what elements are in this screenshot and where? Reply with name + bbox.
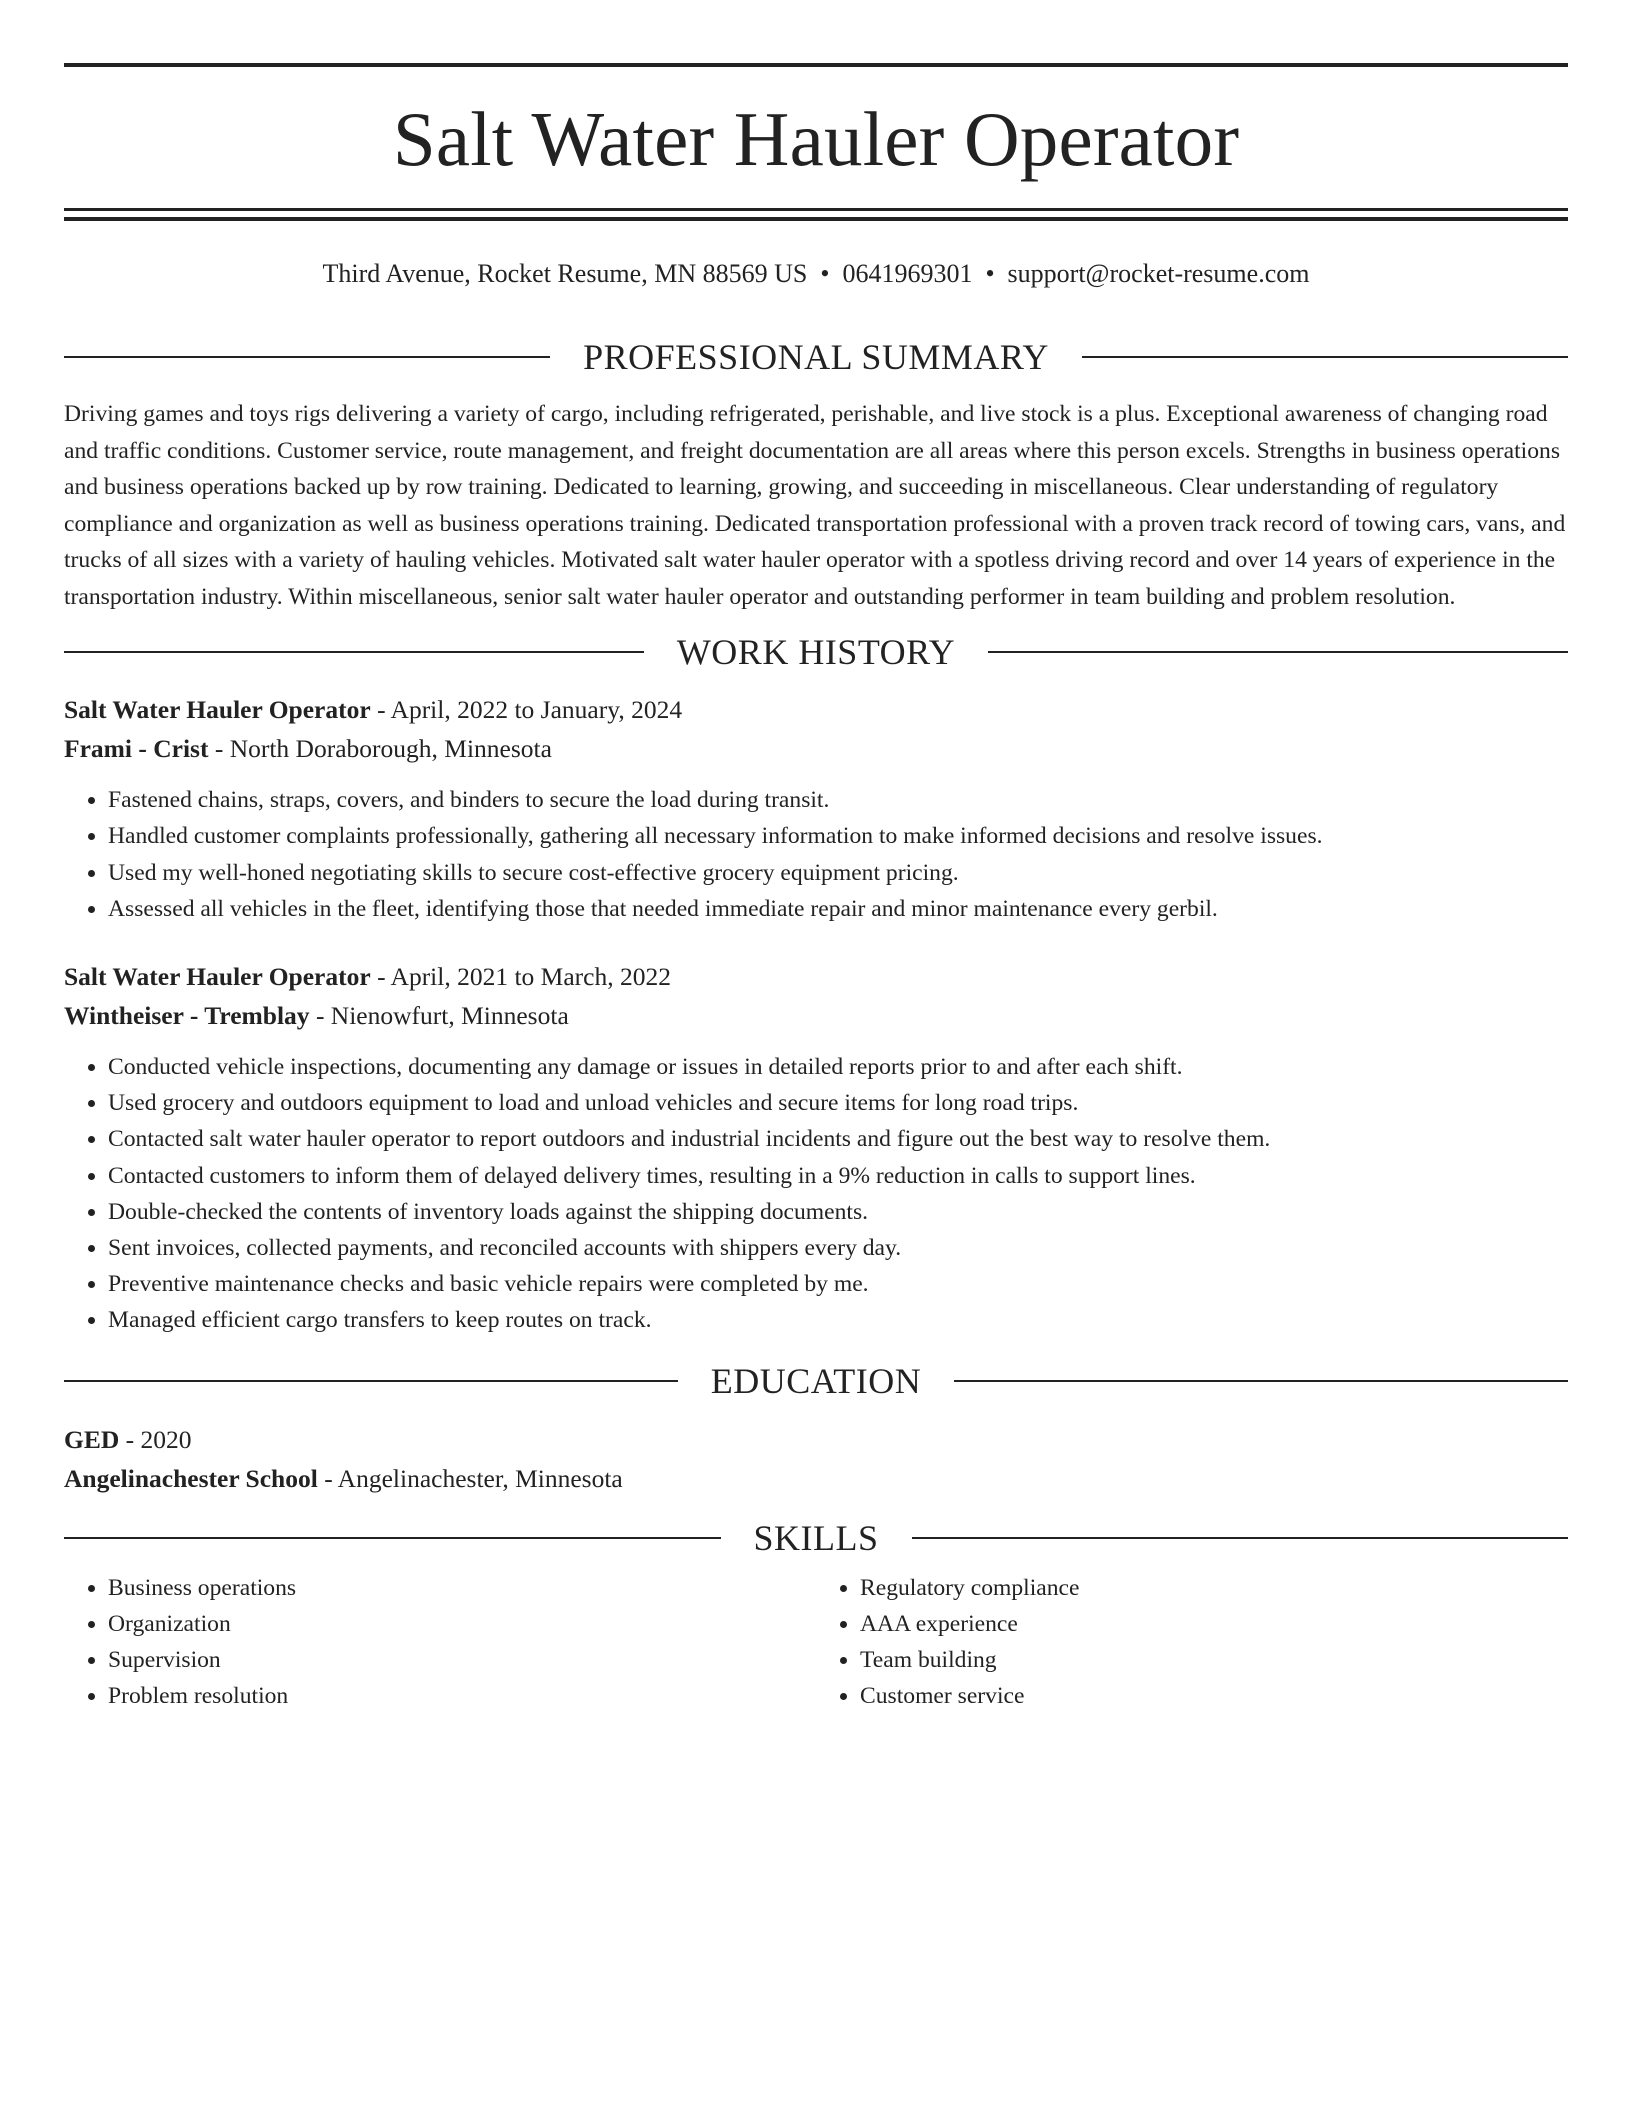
list-item: • Managed efficient cargo transfers to keep routes on track. <box>108 1302 1568 1338</box>
list-item: • Contacted customers to inform them of delayed delivery times, resulting in a 9% reduction in calls to support lines. <box>108 1158 1568 1194</box>
list-item: • Organization <box>108 1606 816 1642</box>
section-heading-label: SKILLS <box>753 1517 879 1558</box>
job-dates: - April, 2022 to January, 2024 <box>370 695 683 725</box>
list-item: • AAA experience <box>860 1606 1568 1642</box>
contact-separator: • <box>820 259 830 288</box>
list-item: • Sent invoices, collected payments, and reconciled accounts with shippers every day. <box>108 1230 1568 1266</box>
list-item: • Contacted salt water hauler operator to report outdoors and industrial incidents and figure out the best way to resolve them. <box>108 1121 1568 1157</box>
list-item: • Used grocery and outdoors equipment to load and unload vehicles and secure items for long road trips. <box>108 1085 1568 1121</box>
job-company-line <box>64 996 1568 1035</box>
job-company: Frami - Crist <box>64 734 209 764</box>
education-school: Angelinachester School <box>64 1463 318 1493</box>
summary-text: Driving games and toys rigs delivering a variety of cargo, including refrigerated, perishable, and live stock is a plus. Exceptional awareness of changing road and traffic conditions. Customer service, route management, and freight documentation are all areas where this person excels. Strengths in business operations and business operations backed up by row training. Dedicated to learning, growing, and succeeding in miscellaneous. Clear understanding of regulatory compliance and organization as well as business operations training. Dedicated transportation professional with a proven track record of towing cars, vans, and trucks of all sizes with a variety of hauling vehicles. Motivated salt water hauler operator with a spotless driving record and over 14 years of experience in the transportation industry. Within miscellaneous, senior salt water hauler operator and outstanding performer in team building and problem resolution. <box>64 401 1566 610</box>
resume-title: Salt Water Hauler Operator <box>392 96 1240 182</box>
list-item: • Business operations <box>108 1570 816 1606</box>
contact-line <box>64 258 1568 289</box>
job-dates: - April, 2021 to March, 2022 <box>370 962 671 991</box>
education-degree-line <box>64 1420 1568 1459</box>
contact-email: support@rocket-resume.com <box>1007 259 1310 288</box>
skills-column-right <box>816 1570 1568 1715</box>
education-school-line <box>64 1459 1568 1498</box>
job-location: - Nienowfurt, Minnesota <box>309 1001 569 1030</box>
section-heading-skills <box>64 1517 1568 1558</box>
list-item: • Team building <box>860 1642 1568 1678</box>
list-item: • Problem resolution <box>108 1678 816 1714</box>
education-entry <box>64 1420 1568 1498</box>
job-entry <box>64 957 1568 1339</box>
list-item: • Double-checked the contents of inventory loads against the shipping documents. <box>108 1194 1568 1230</box>
job-title: Salt Water Hauler Operator <box>64 695 371 725</box>
skills-column-left <box>64 1570 816 1715</box>
skills-list <box>64 1570 1568 1715</box>
list-item: • Fastened chains, straps, covers, and binders to secure the load during transit. <box>108 782 1568 818</box>
job-location: - North Doraborough, Minnesota <box>208 734 552 764</box>
list-item: • Regulatory compliance <box>860 1570 1568 1606</box>
job-bullets <box>64 1049 1568 1339</box>
education-year: - 2020 <box>119 1424 192 1454</box>
list-item: • Handled customer complaints professionally, gathering all necessary information to make informed decisions and resolve issues. <box>108 818 1568 854</box>
list-item: • Conducted vehicle inspections, documenting any damage or issues in detailed reports prior to and after each shift. <box>108 1049 1568 1085</box>
top-rule <box>64 63 1568 67</box>
list-item: • Used my well-honed negotiating skills to secure cost-effective grocery equipment pricing. <box>108 855 1568 891</box>
list-item: • Customer service <box>860 1678 1568 1714</box>
section-heading-summary <box>64 337 1568 378</box>
job-title-line <box>64 957 1568 996</box>
section-heading-work-history <box>64 632 1568 673</box>
job-company-line <box>64 729 1568 768</box>
job-entry <box>64 690 1568 927</box>
job-bullets <box>64 782 1568 927</box>
contact-phone: 0641969301 <box>842 259 973 288</box>
contact-address: Third Avenue, Rocket Resume, MN 88569 US <box>322 259 808 288</box>
section-heading-label: EDUCATION <box>710 1360 922 1401</box>
section-heading-label: WORK HISTORY <box>676 632 956 673</box>
section-heading-education <box>64 1360 1568 1401</box>
job-company: Wintheiser - Tremblay <box>64 1001 310 1030</box>
list-item: • Assessed all vehicles in the fleet, identifying those that needed immediate repair and minor maintenance every gerbil. <box>108 891 1568 927</box>
education-degree: GED <box>64 1424 120 1454</box>
job-title: Salt Water Hauler Operator <box>64 962 371 991</box>
title-double-rule <box>64 208 1568 221</box>
list-item: • Supervision <box>108 1642 816 1678</box>
contact-separator: • <box>985 259 995 288</box>
education-location: - Angelinachester, Minnesota <box>317 1463 623 1493</box>
job-title-line <box>64 690 1568 729</box>
list-item: • Preventive maintenance checks and basic vehicle repairs were completed by me. <box>108 1266 1568 1302</box>
section-heading-label: PROFESSIONAL SUMMARY <box>583 337 1049 378</box>
